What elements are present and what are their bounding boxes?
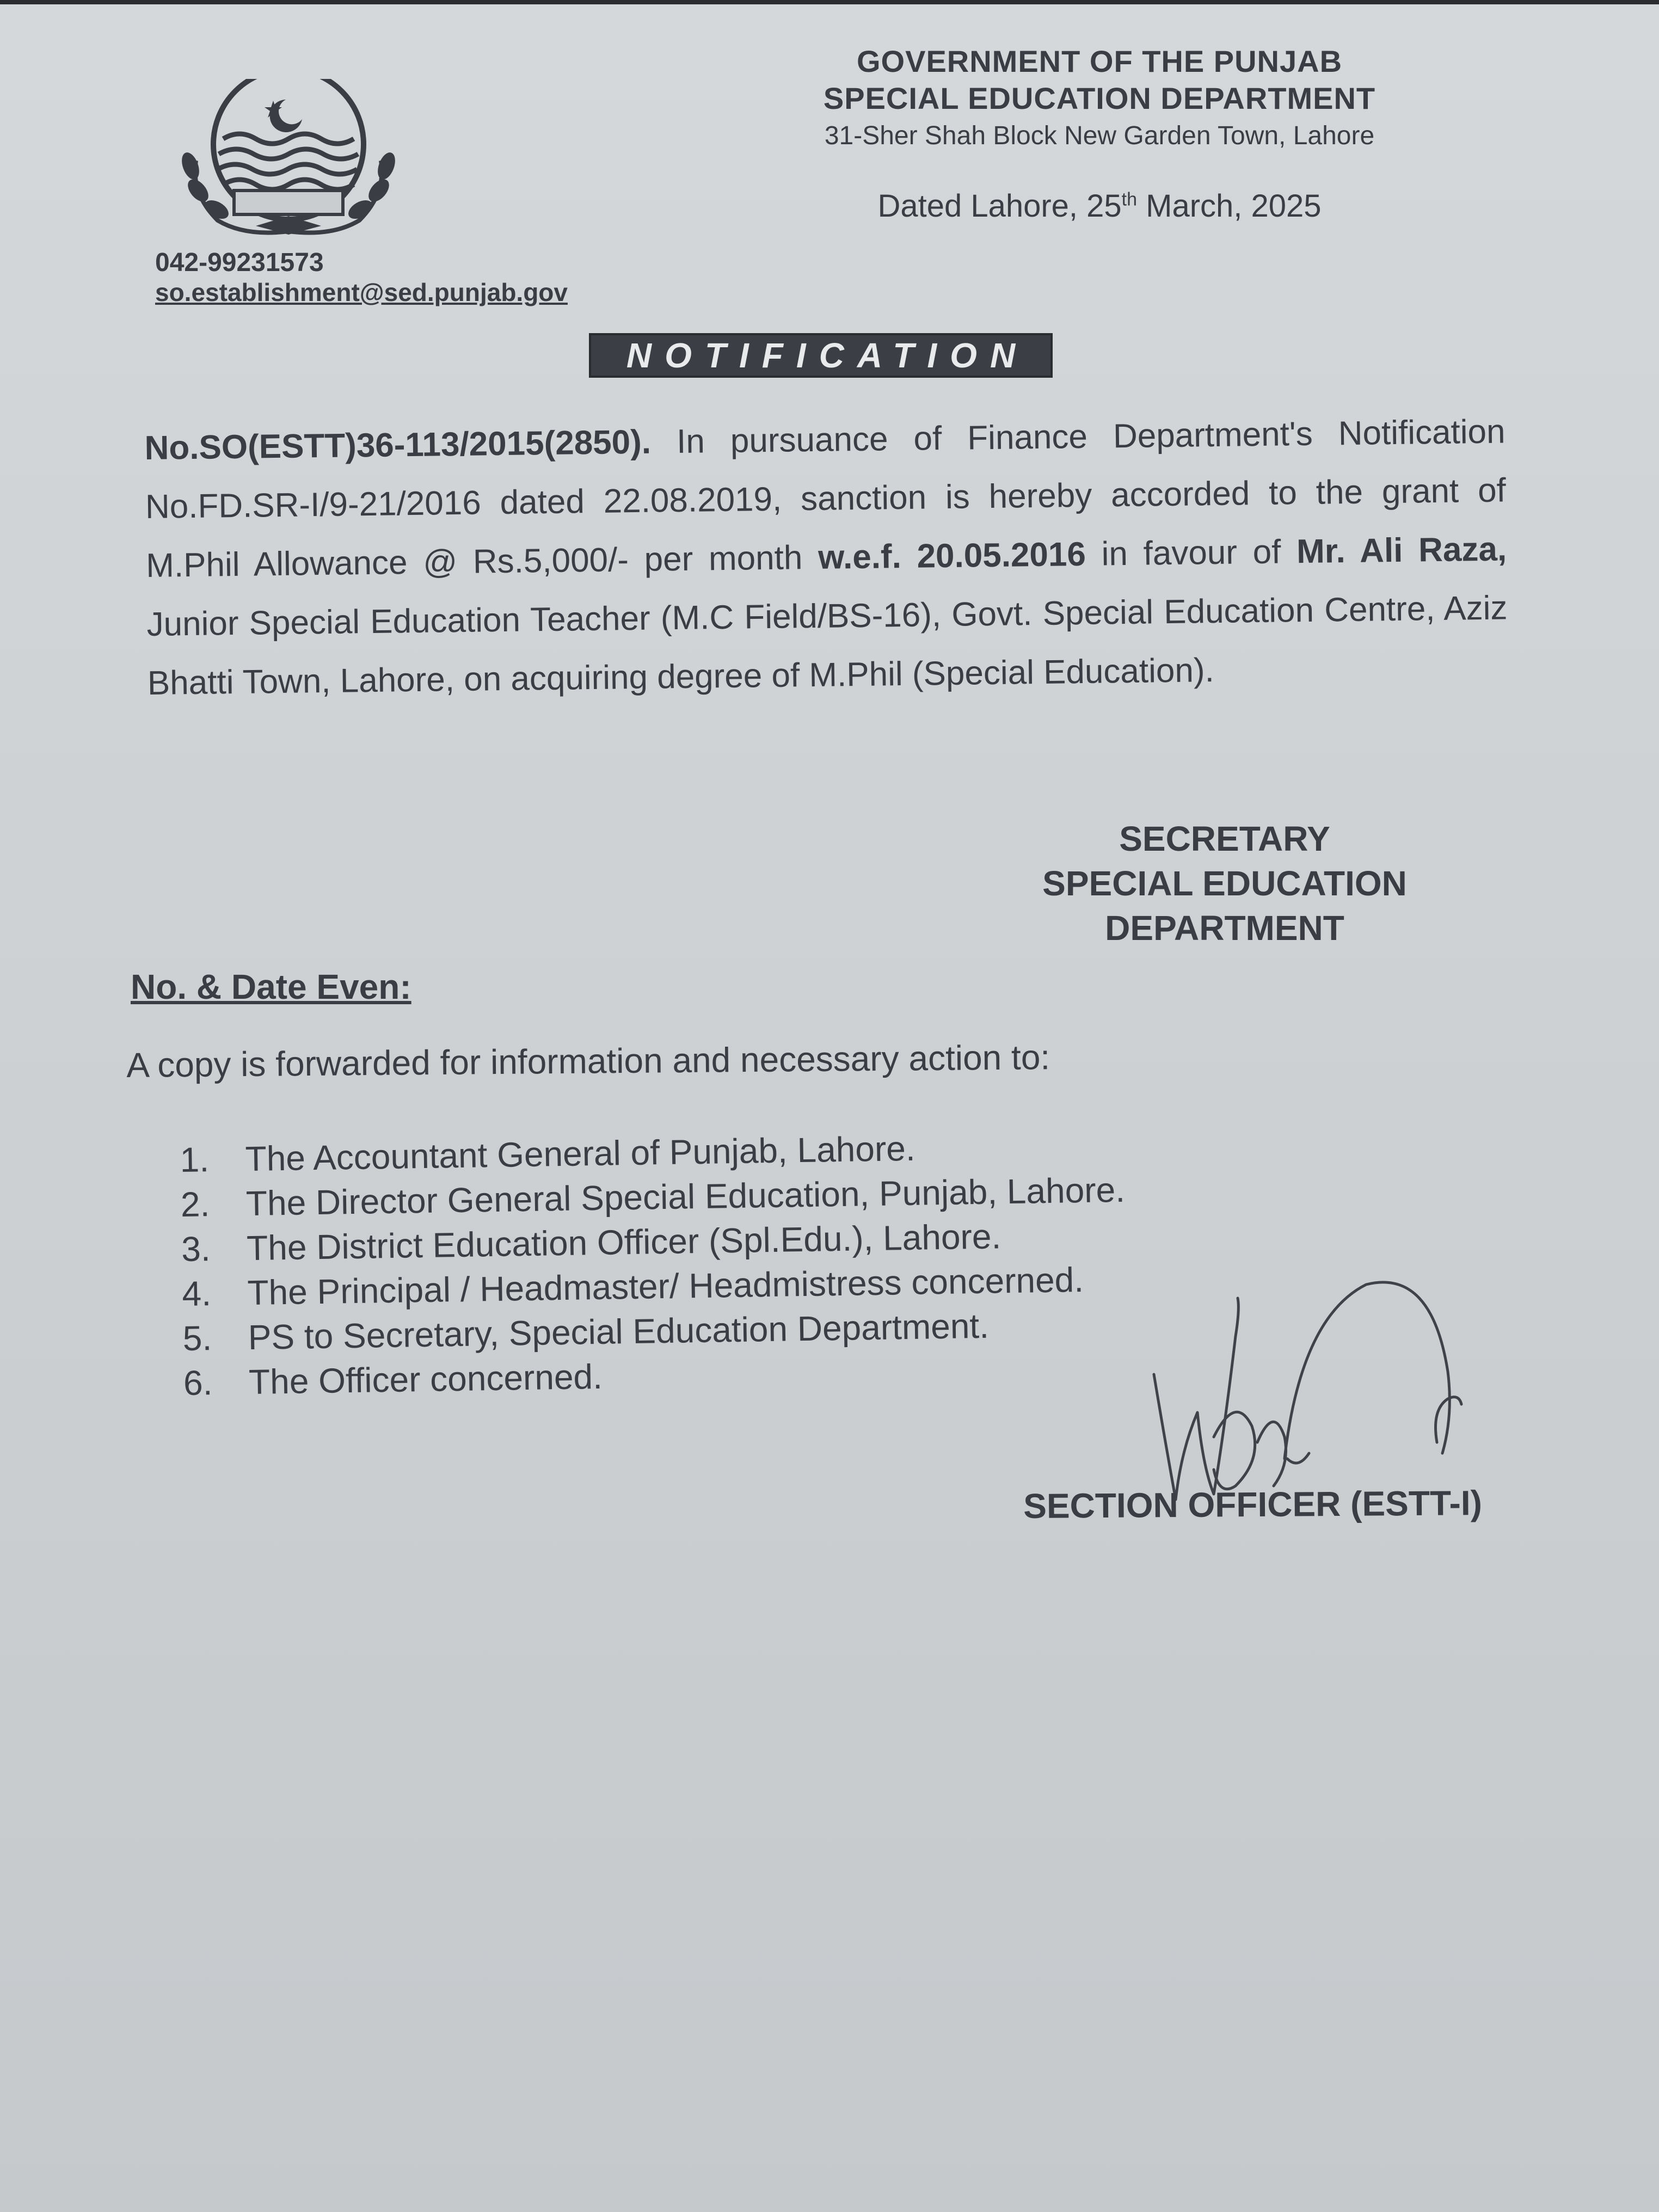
- notification-heading-box: [589, 333, 1053, 378]
- list-item-number: 3.: [181, 1229, 211, 1269]
- body-text-2: in favour of: [1085, 533, 1297, 573]
- contact-email-link[interactable]: so.establishment@sed.punjab.gov: [155, 278, 568, 306]
- scan-top-edge: [0, 0, 1659, 4]
- copy-forwarded-intro: A copy is forwarded for information and necessary action to:: [126, 1037, 1050, 1085]
- distribution-list: [180, 1123, 1128, 1405]
- no-date-even-heading: No. & Date Even:: [131, 967, 411, 1006]
- list-item-text: The Director General Special Education, Punjab, Lahore.: [245, 1170, 1126, 1224]
- notification-heading: NOTIFICATION: [626, 336, 1029, 375]
- list-item-text: The Officer concerned.: [248, 1356, 603, 1402]
- list-item-number: 5.: [182, 1318, 212, 1358]
- secretary-signature-block: [1001, 816, 1448, 950]
- reference-number: No.SO(ESTT)36-113/2015(2850).: [144, 423, 652, 467]
- list-item-text: The District Education Officer (Spl.Edu.), Lahore.: [246, 1216, 1001, 1268]
- secretary-line-2: SPECIAL EDUCATION: [1042, 864, 1407, 903]
- secretary-line-3: DEPARTMENT: [1105, 908, 1344, 948]
- document-date: [740, 188, 1459, 224]
- date-prefix: Dated Lahore, 25: [877, 188, 1122, 224]
- list-item-number: 2.: [180, 1184, 210, 1224]
- employee-name: Mr. Ali Raza,: [1296, 530, 1507, 571]
- list-item-text: The Accountant General of Punjab, Lahore.: [245, 1128, 916, 1179]
- body-text-1: In pursuance of Finance Department's Notification No.FD.SR-I/9-21/2016 dated 22.08.2019, sanction is hereby accorded to the grant of M.Phil Allowance @ Rs.5,000/- per month: [145, 413, 1507, 585]
- list-item-text: The Principal / Headmaster/ Headmistress concerned.: [247, 1259, 1084, 1313]
- government-heading: GOVERNMENT OF THE PUNJAB: [856, 44, 1343, 78]
- list-item-number: 4.: [181, 1274, 212, 1313]
- department-heading: SPECIAL EDUCATION DEPARTMENT: [823, 81, 1376, 115]
- body-text-3: Junior Special Education Teacher (M.C Field/BS-16), Govt. Special Education Centre, Aziz Bhatti Town, Lahore, on acquiring degree of M.Phil (Special Education).: [146, 589, 1508, 702]
- date-suffix: March, 2025: [1137, 188, 1322, 224]
- department-address: 31-Sher Shah Block New Garden Town, Lahore: [824, 121, 1375, 150]
- list-item-text: PS to Secretary, Special Education Department.: [248, 1306, 990, 1357]
- contact-phone: 042-99231573: [155, 248, 324, 277]
- date-superscript: th: [1121, 189, 1138, 210]
- list-item-number: 6.: [183, 1363, 213, 1403]
- list-item-number: 1.: [180, 1140, 210, 1179]
- secretary-line-1: SECRETARY: [1119, 819, 1330, 858]
- section-officer-title: SECTION OFFICER (ESTT-I): [1023, 1483, 1483, 1526]
- punjab-government-emblem-icon: [174, 79, 403, 237]
- notification-body: [144, 402, 1508, 713]
- effective-date: w.e.f. 20.05.2016: [818, 535, 1086, 576]
